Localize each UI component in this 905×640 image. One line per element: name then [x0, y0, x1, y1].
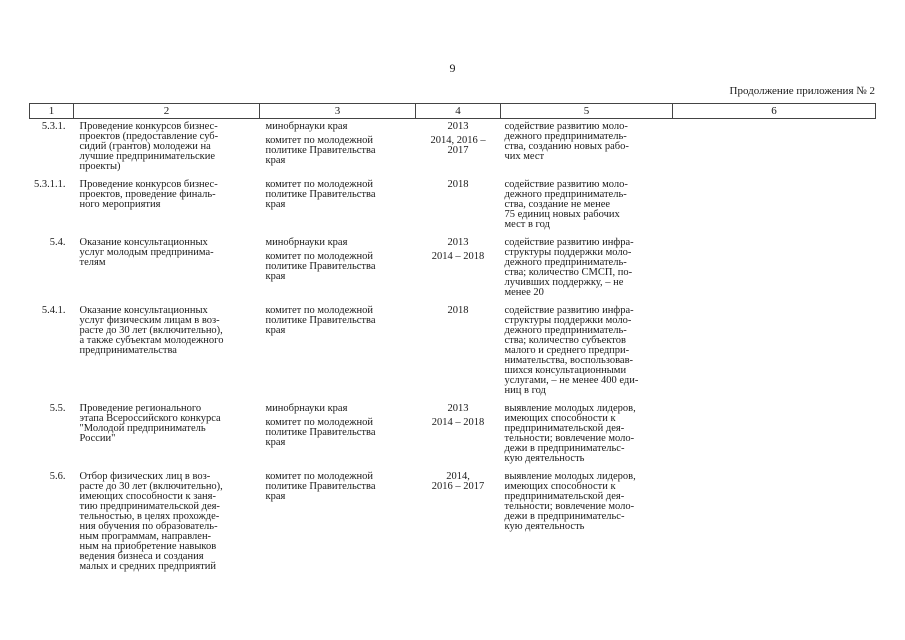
program-activities-table [29, 103, 876, 577]
executor-cell [260, 303, 416, 401]
item-number: 5.4.1. [41, 305, 66, 316]
activity-name: Проведение регионального этапа Всероссийского конкурса "Молодой предприниматель России" [79, 403, 221, 444]
expected-result-cell [501, 469, 673, 577]
expected-result-cell [501, 177, 673, 235]
activity-cell [74, 235, 260, 303]
column-6-cell [673, 401, 876, 469]
item-number-cell [30, 177, 74, 235]
item-number-cell [30, 119, 74, 178]
expected-result: содействие развитию моло- дежного предприниматель- ства, создание не менее 75 единиц новых рабочих мест в год [504, 179, 628, 230]
item-number: 5.3.1. [41, 121, 66, 132]
activity-cell [74, 177, 260, 235]
item-number: 5.4. [49, 237, 66, 248]
expected-result: содействие развитию моло- дежного предприниматель- ства, созданию новых рабо- чих мест [504, 121, 629, 162]
page-number: 9 [449, 61, 456, 75]
activity-name: Проведение конкурсов бизнес- проектов (предоставление суб- сидий (грантов) молодежи на лучшие предпринимательские проекты) [79, 121, 219, 172]
item-number: 5.3.1.1. [34, 179, 66, 190]
column-6-cell [673, 177, 876, 235]
table-row [30, 303, 876, 401]
column-6-cell [673, 303, 876, 401]
expected-result: выявление молодых лидеров, имеющих способности к предпринимательской дея- тельности; вовлечение моло- дежи в предпринимательс- кую деятельность [504, 471, 636, 532]
period-years: 2014 – 2018 [431, 417, 485, 428]
period-years: 2013 [447, 121, 469, 132]
period-years: 2014, 2016 – 2017 [430, 135, 486, 156]
executor-cell [260, 235, 416, 303]
item-number-cell [30, 469, 74, 577]
item-number: 5.6. [49, 471, 66, 482]
column-header-5: 5 [501, 104, 673, 119]
period-years: 2013 [447, 403, 469, 414]
activity-name: Оказание консультационных услуг физическим лицам в воз- расте до 30 лет (включительно), а также субъектам молодежного предпринимательства [79, 305, 224, 356]
expected-result-cell [501, 119, 673, 178]
activity-cell [74, 303, 260, 401]
table-row [30, 469, 876, 577]
expected-result-cell [501, 303, 673, 401]
executor-name: минобрнауки края [265, 403, 348, 414]
executor-cell [260, 401, 416, 469]
expected-result-cell [501, 235, 673, 303]
table-body [30, 119, 876, 578]
item-number: 5.5. [49, 403, 66, 414]
executor-name: комитет по молодежной политике Правительства края [265, 135, 376, 166]
annex-continuation-note: Продолжение приложения № 2 [729, 85, 875, 97]
column-number-row [30, 104, 876, 119]
column-header-4: 4 [416, 104, 501, 119]
period-cell [416, 303, 501, 401]
executor-name: минобрнауки края [265, 237, 348, 248]
period-years: 2018 [447, 305, 469, 316]
column-header-6: 6 [673, 104, 876, 119]
table-row [30, 401, 876, 469]
table-row [30, 235, 876, 303]
executor-name: комитет по молодежной политике Правительства края [265, 417, 376, 448]
activity-cell [74, 401, 260, 469]
executor-name: комитет по молодежной политике Правительства края [265, 471, 376, 502]
executor-name: комитет по молодежной политике Правительства края [265, 305, 376, 336]
executor-cell [260, 469, 416, 577]
column-6-cell [673, 469, 876, 577]
executor-cell [260, 177, 416, 235]
executor-name: комитет по молодежной политике Правительства края [265, 251, 376, 282]
executor-name: комитет по молодежной политике Правительства края [265, 179, 376, 210]
activity-cell [74, 469, 260, 577]
period-years: 2014, 2016 – 2017 [431, 471, 485, 492]
activity-name: Отбор физических лиц в воз- расте до 30 лет (включительно), имеющих способности к заня- тию предпринимательской дея- тельностью, в целях прохожде- ния обучения по образователь- ным программам, направлен- ным на приобретение навыков ведения бизнеса и создания малых и средних предприятий [79, 471, 223, 572]
expected-result: содействие развитию инфра- структуры поддержки моло- дежного предприниматель- ства; количество субъектов малого и среднего предпри- нимательства, воспользовав- шихся консультационными услугами, – не менее 400 еди- ниц в год [504, 305, 639, 396]
expected-result: содействие развитию инфра- структуры поддержки моло- дежного предприниматель- ства; количество СМСП, по- лучивших поддержку, – не менее 20 [504, 237, 634, 298]
item-number-cell [30, 401, 74, 469]
executor-name: минобрнауки края [265, 121, 348, 132]
column-header-3: 3 [260, 104, 416, 119]
activity-name: Проведение конкурсов бизнес- проектов, проведение финаль- ного мероприятия [79, 179, 218, 210]
period-cell [416, 235, 501, 303]
period-cell [416, 177, 501, 235]
period-years: 2018 [447, 179, 469, 190]
column-6-cell [673, 119, 876, 178]
activity-cell [74, 119, 260, 178]
expected-result: выявление молодых лидеров, имеющих способности к предпринимательской дея- тельности; вовлечение моло- дежи в предпринимательс- кую деятельность [504, 403, 636, 464]
period-years: 2013 [447, 237, 469, 248]
period-years: 2014 – 2018 [431, 251, 485, 262]
period-cell [416, 469, 501, 577]
table-row [30, 177, 876, 235]
expected-result-cell [501, 401, 673, 469]
activity-name: Оказание консультационных услуг молодым предпринима- телям [79, 237, 214, 268]
column-6-cell [673, 235, 876, 303]
column-header-1: 1 [30, 104, 74, 119]
period-cell [416, 119, 501, 178]
item-number-cell [30, 303, 74, 401]
executor-cell [260, 119, 416, 178]
table-header [30, 104, 876, 119]
table-row [30, 119, 876, 178]
column-header-2: 2 [74, 104, 260, 119]
item-number-cell [30, 235, 74, 303]
period-cell [416, 401, 501, 469]
